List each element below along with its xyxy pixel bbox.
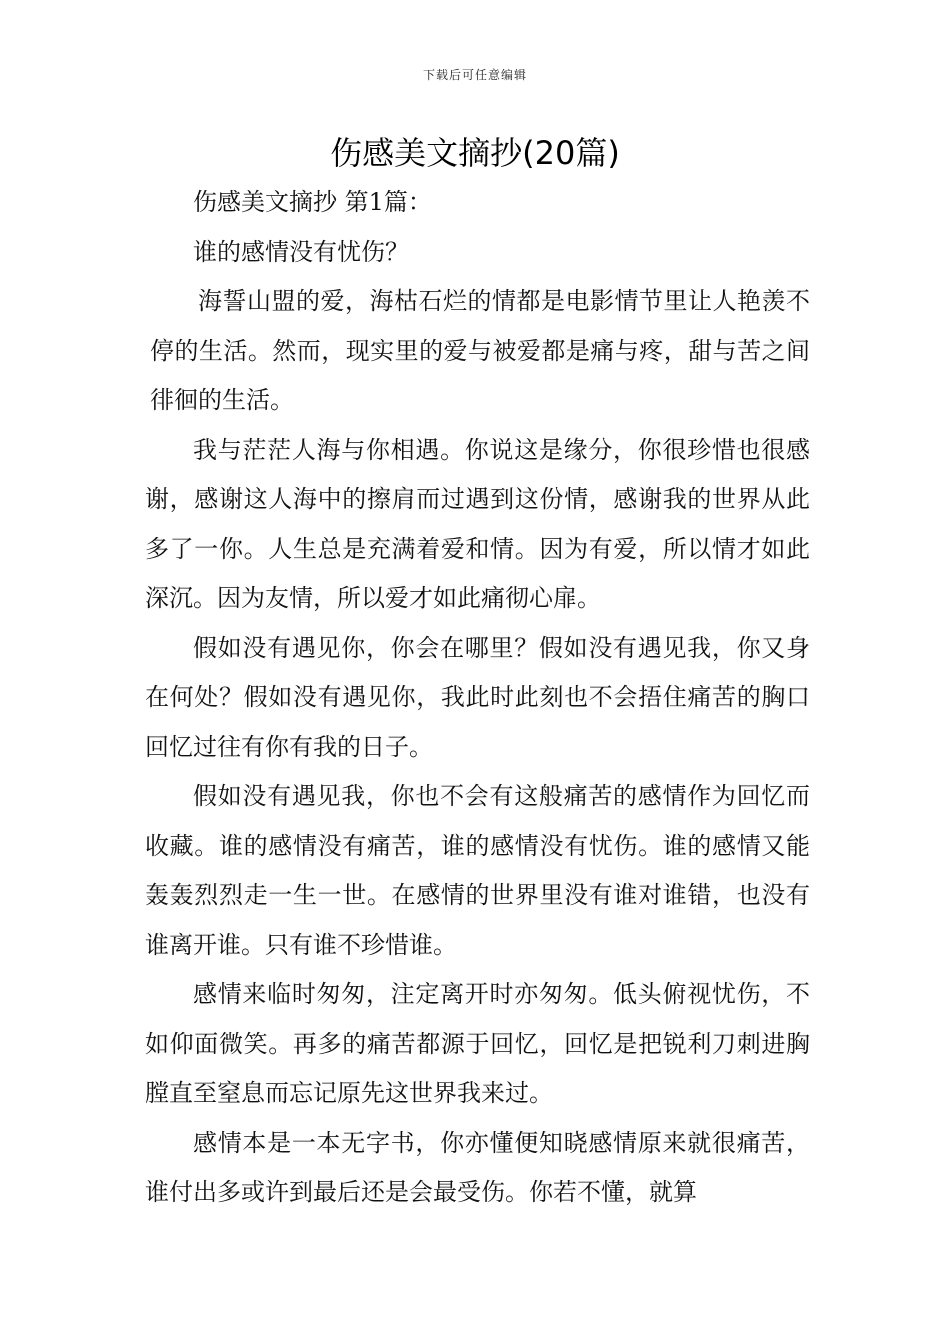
section-heading: 伤感美文摘抄 第1篇：	[193, 188, 432, 216]
document-body	[145, 178, 810, 1218]
paragraph: 假如没有遇见我，你也不会有这般痛苦的感情作为回忆而收藏。谁的感情没有痛苦，谁的感情没有忧伤。谁的感情又能轰轰烈烈走一生一世。在感情的世界里没有谁对谁错，也没有谁离开谁。只有谁不珍惜谁。	[145, 782, 810, 959]
document-title: 伤感美文摘抄(20篇)	[330, 134, 620, 172]
section-subtitle: 谁的感情没有忧伤？	[193, 237, 409, 266]
paragraph: 海誓山盟的爱，海枯石烂的情都是电影情节里让人艳羡不停的生活。然而，现实里的爱与被爱都是痛与疼，甜与苦之间徘徊的生活。	[150, 287, 810, 414]
header-note: 下载后可任意编辑	[422, 68, 527, 82]
paragraph: 假如没有遇见你，你会在哪里？假如没有遇见我，你又身在何处？假如没有遇见你，我此时此刻也不会捂住痛苦的胸口回忆过往有你有我的日子。	[145, 633, 810, 761]
paragraph: 感情本是一本无字书，你亦懂便知晓感情原来就很痛苦，谁付出多或许到最后还是会最受伤。你若不懂，就算	[145, 1128, 810, 1206]
paragraph: 感情来临时匆匆，注定离开时亦匆匆。低头俯视忧伤，不如仰面微笑。再多的痛苦都源于回忆，回忆是把锐利刀刺进胸膛直至窒息而忘记原先这世界我来过。	[145, 980, 810, 1107]
paragraph: 我与茫茫人海与你相遇。你说这是缘分，你很珍惜也很感谢，感谢这人海中的擦肩而过遇到这份情，感谢我的世界从此多了一你。人生总是充满着爱和情。因为有爱，所以情才如此深沉。因为友情，所以爱才如此痛彻心扉。	[145, 435, 810, 612]
